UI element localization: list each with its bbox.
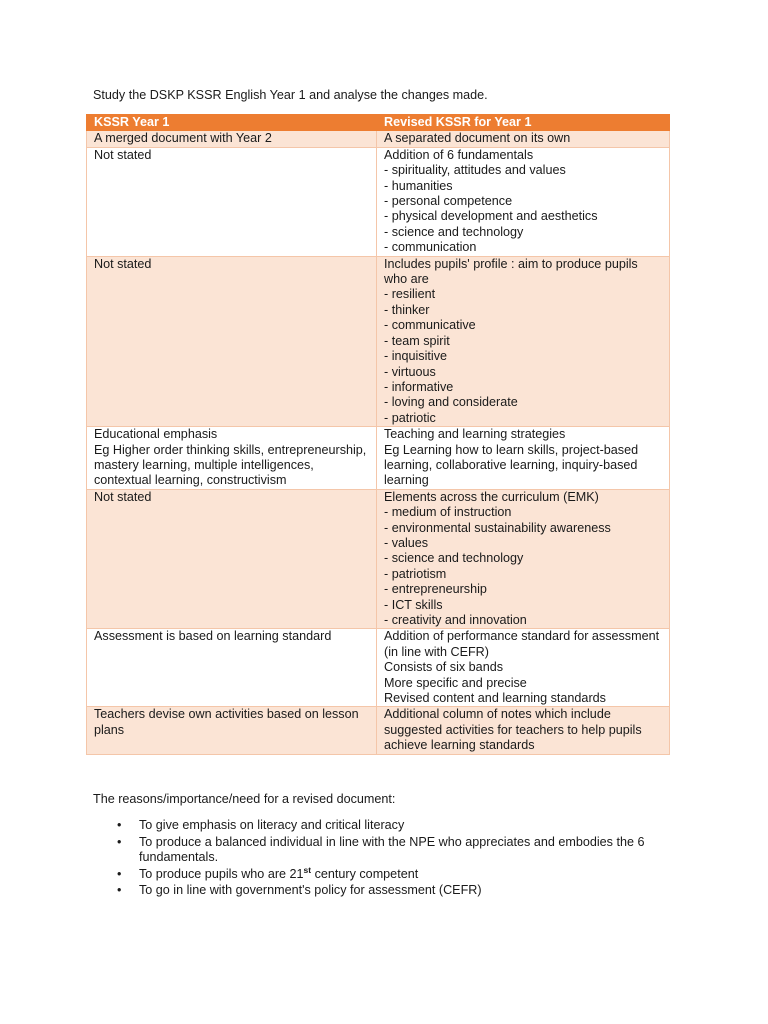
cell-line: - spirituality, attitudes and values [384, 163, 566, 178]
cell-line: Assessment is based on learning standard [94, 629, 332, 644]
cell-revised-kssr [377, 427, 670, 490]
superscript-suffix: st [303, 864, 312, 875]
cell-line: - patriotic [384, 410, 436, 425]
cell-line: - communication [384, 240, 477, 255]
list-item [93, 883, 683, 898]
cell-kssr-year-1 [87, 256, 377, 426]
table-row [87, 256, 670, 426]
cell-line: - thinker [384, 302, 430, 317]
cell-line: A separated document on its own [384, 131, 571, 146]
cell-kssr-year-1 [87, 147, 377, 256]
cell-revised-kssr [377, 256, 670, 426]
cell-line: Elements across the curriculum (EMK) [384, 489, 599, 504]
bullet-icon: • [117, 883, 122, 898]
cell-line: Addition of 6 fundamentals [384, 147, 534, 162]
header-kssr-year-1: KSSR Year 1 [87, 115, 377, 131]
cell-line: Teachers devise own activities based on lesson plans [94, 707, 359, 737]
cell-line: Not stated [94, 489, 152, 504]
cell-line: - values [384, 535, 429, 550]
cell-line: Educational emphasis [94, 427, 218, 442]
cell-line: - science and technology [384, 224, 524, 239]
cell-line: - entrepreneurship [384, 582, 487, 597]
cell-line: - creativity and innovation [384, 613, 527, 627]
cell-line: Revised content and learning standards [384, 691, 606, 706]
bullet-icon: • [117, 818, 122, 832]
cell-line: - communicative [384, 318, 476, 333]
cell-revised-kssr [377, 629, 670, 707]
table-body [87, 131, 670, 754]
cell-line: - physical development and aesthetics [384, 209, 598, 224]
cell-line: - science and technology [384, 551, 524, 566]
cell-line: Includes pupils' profile : aim to produce pupils who are [384, 256, 638, 287]
list-item-text: To go in line with government's policy for assessment (CEFR) [139, 883, 482, 898]
reasons-list [93, 818, 683, 900]
cell-line: - environmental sustainability awareness [384, 520, 611, 535]
cell-line: - inquisitive [384, 349, 447, 364]
cell-kssr-year-1 [87, 629, 377, 707]
cell-line: - medium of instruction [384, 505, 512, 520]
cell-line: - personal competence [384, 194, 513, 209]
table-row [87, 629, 670, 707]
cell-line: Eg Learning how to learn skills, project-based learning, collaborative learning, inquiry-based learning [384, 442, 639, 488]
cell-revised-kssr [377, 489, 670, 629]
table-row [87, 707, 670, 754]
cell-kssr-year-1 [87, 489, 377, 629]
list-item [93, 818, 683, 833]
cell-line: A merged document with Year 2 [94, 131, 272, 146]
cell-line: - informative [384, 379, 454, 394]
comparison-table [86, 114, 670, 755]
list-item-text: To produce a balanced individual in line with the NPE who appreciates and embodies the 6 fundamentals. [139, 834, 645, 864]
cell-line: Not stated [94, 256, 152, 271]
bullet-icon: • [117, 866, 122, 881]
cell-line: - resilient [384, 287, 436, 302]
table-header-row [87, 115, 670, 131]
table-row [87, 427, 670, 490]
cell-kssr-year-1 [87, 707, 377, 754]
cell-line: Addition of performance standard for assessment (in line with CEFR) [384, 629, 660, 659]
list-item [93, 864, 683, 882]
list-item-text [139, 864, 419, 881]
reasons-heading: The reasons/importance/need for a revised document: [93, 792, 396, 806]
table-row [87, 147, 670, 256]
cell-line: Consists of six bands [384, 660, 503, 675]
intro-instruction: Study the DSKP KSSR English Year 1 and analyse the changes made. [93, 88, 488, 102]
list-item-text: To give emphasis on literacy and critical literacy [139, 818, 405, 832]
cell-line: - team spirit [384, 333, 450, 348]
cell-revised-kssr [377, 147, 670, 256]
cell-kssr-year-1 [87, 131, 377, 147]
table-row [87, 131, 670, 147]
cell-line: Not stated [94, 147, 152, 162]
bullet-icon: • [117, 834, 122, 849]
cell-revised-kssr [377, 707, 670, 754]
list-item-text-pre: To produce pupils who are 21 [139, 866, 304, 881]
table-row [87, 489, 670, 629]
cell-line: - virtuous [384, 364, 436, 379]
cell-kssr-year-1 [87, 427, 377, 490]
list-item [93, 835, 683, 866]
cell-line: Teaching and learning strategies [384, 427, 566, 442]
cell-revised-kssr [377, 131, 670, 147]
cell-line: - patriotism [384, 566, 447, 581]
cell-line: Eg Higher order thinking skills, entrepreneurship, mastery learning, multiple intelligences, contextual learning, constructivism [94, 442, 367, 488]
cell-line: - loving and considerate [384, 395, 518, 410]
list-item-text-post: century competent [311, 866, 419, 881]
cell-line: - humanities [384, 178, 453, 193]
cell-line: Additional column of notes which include suggested activities for teachers to help pupils achieve learning standards [384, 707, 642, 753]
cell-line: More specific and precise [384, 675, 527, 690]
cell-line: - ICT skills [384, 597, 443, 612]
header-revised-kssr: Revised KSSR for Year 1 [377, 115, 670, 131]
